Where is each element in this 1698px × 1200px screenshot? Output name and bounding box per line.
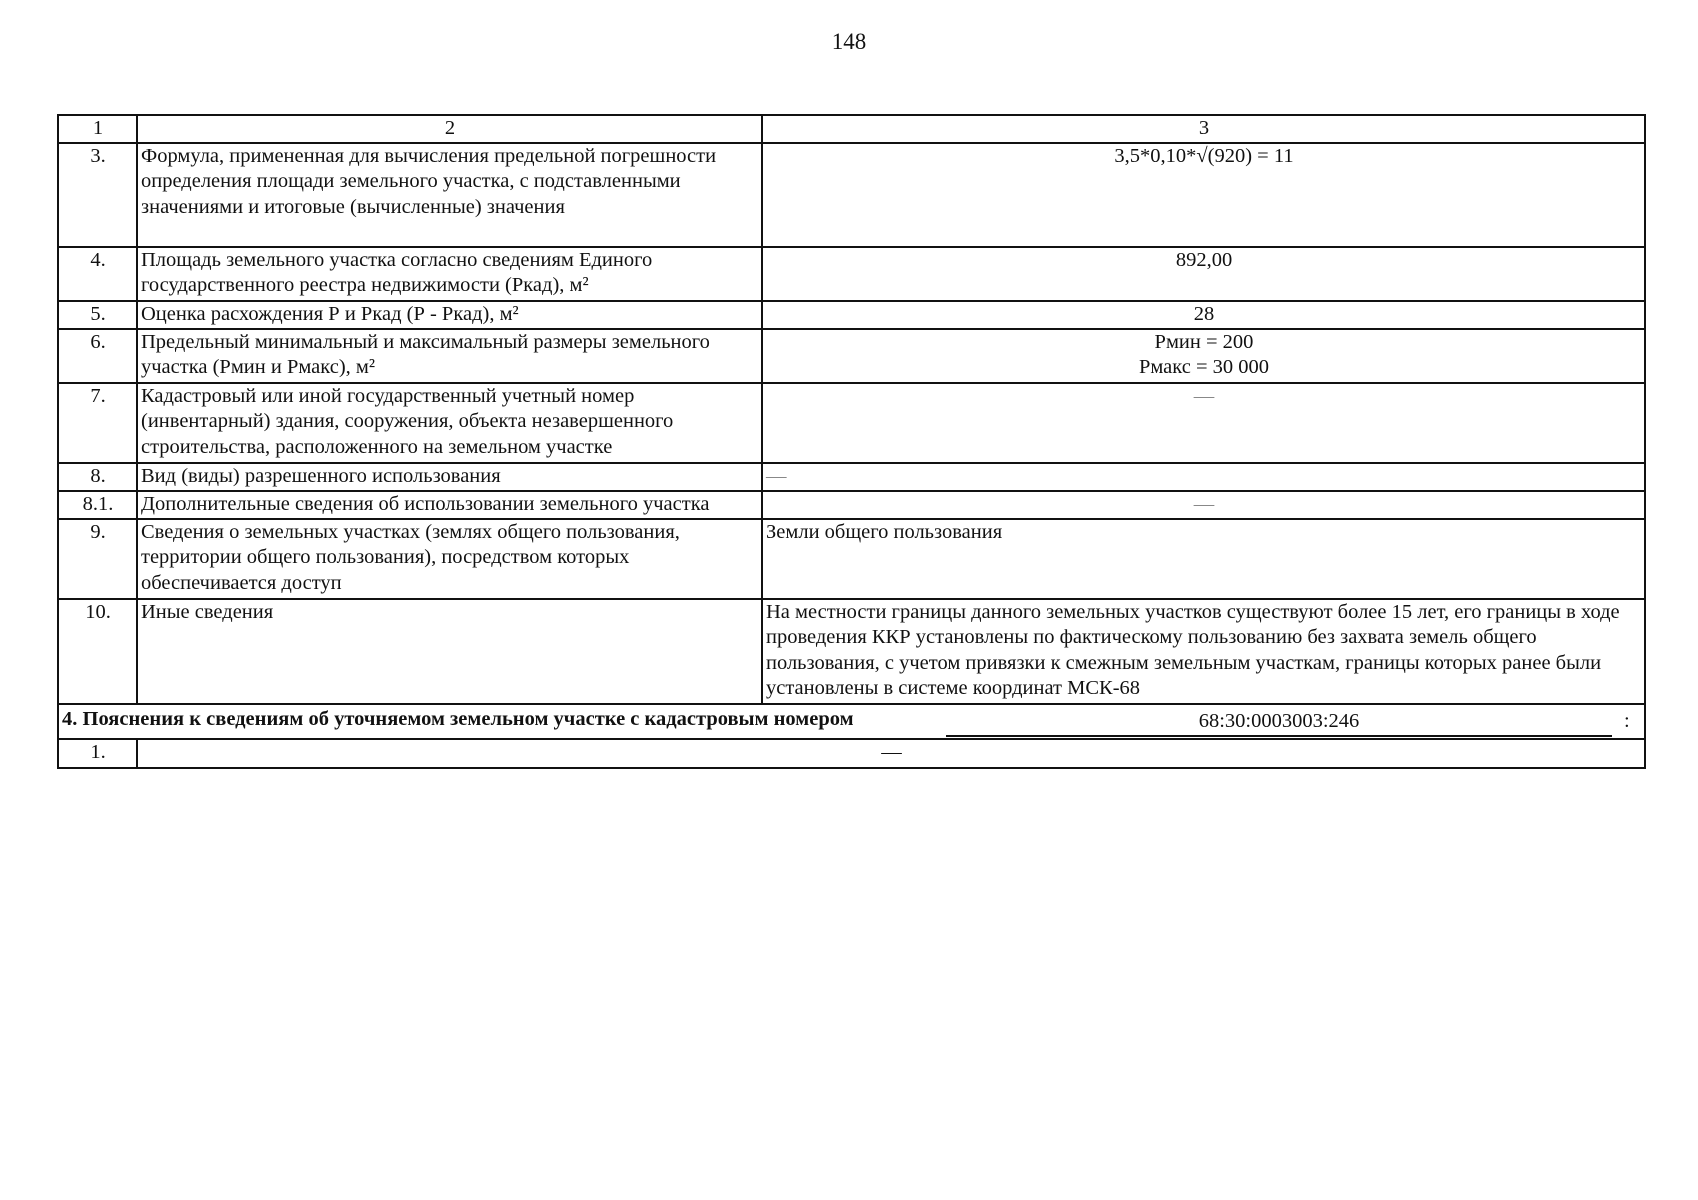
row-number: 9.: [58, 519, 137, 599]
row-number: 7.: [58, 383, 137, 463]
row-number: 1.: [58, 739, 137, 768]
row-value: На местности границы данного земельных участков существуют более 15 лет, его границы в ходе проведения ККР установлены по фактическому пользованию без захвата земель общего пользования, с учетом привязки к смежным земельным участкам, границы которых ранее были установлены в системе координат МСК-68: [762, 599, 1645, 704]
row-number: 10.: [58, 599, 137, 704]
row-label: Площадь земельного участка согласно сведениям Единого государственного реестра недвижимости (Ркад), м²: [137, 247, 762, 301]
row-label: Кадастровый или иной государственный учетный номер (инвентарный) здания, сооружения, объекта незавершенного строительства, расположенного на земельном участке: [137, 383, 762, 463]
column-header-1: 1: [58, 115, 137, 143]
row-label: Предельный минимальный и максимальный размеры земельного участка (Рмин и Рмакс), м²: [137, 329, 762, 383]
table-row: [58, 247, 1645, 301]
row-value: —: [762, 463, 1645, 491]
row-value: —: [137, 739, 1645, 768]
page-number: 148: [831, 29, 867, 54]
land-plot-info-table: [57, 114, 1646, 769]
table-row: [58, 329, 1645, 383]
row-value: —: [762, 383, 1645, 463]
row-label: Вид (виды) разрешенного использования: [137, 463, 762, 491]
row-value: 28: [762, 301, 1645, 329]
table-row: [58, 491, 1645, 519]
table-header-row: [58, 115, 1645, 143]
row-value: [762, 329, 1645, 383]
row-number: 8.: [58, 463, 137, 491]
table-row: [58, 519, 1645, 599]
row-number: 5.: [58, 301, 137, 329]
column-header-3: 3: [762, 115, 1645, 143]
row-value: 3,5*0,10*√(920) = 11: [762, 143, 1645, 247]
row-number: 8.1.: [58, 491, 137, 519]
row-number: 4.: [58, 247, 137, 301]
max-size-value: Рмакс = 30 000: [1138, 356, 1270, 379]
row-value: Земли общего пользования: [762, 519, 1645, 599]
cadastral-number: 68:30:0003003:246: [946, 709, 1612, 737]
row-number: 6.: [58, 329, 137, 383]
section-4-title: 4. Пояснения к сведениям об уточняемом земельном участке с кадастровым номером: [62, 707, 854, 730]
row-number: 3.: [58, 143, 137, 247]
row-label: Иные сведения: [137, 599, 762, 704]
table-row: [58, 301, 1645, 329]
table-row: [58, 143, 1645, 247]
row-label: Дополнительные сведения об использовании земельного участка: [137, 491, 762, 519]
section-4-colon: :: [1624, 709, 1630, 732]
section-4-header: [58, 704, 1645, 739]
section-4-header-row: [58, 704, 1645, 739]
row-value: —: [762, 491, 1645, 519]
column-header-2: 2: [137, 115, 762, 143]
row-value: 892,00: [762, 247, 1645, 301]
row-label: Оценка расхождения Р и Ркад (Р - Ркад), м²: [137, 301, 762, 329]
row-label: Формула, примененная для вычисления предельной погрешности определения площади земельного участка, с подставленными значениями и итоговые (вычисленные) значения: [137, 143, 762, 247]
table-row: [58, 599, 1645, 704]
table-row: [58, 383, 1645, 463]
row-label: Сведения о земельных участках (землях общего пользования, территории общего пользования), посредством которых обеспечивается доступ: [137, 519, 762, 599]
table-row: [58, 739, 1645, 768]
min-size-value: Рмин = 200: [1154, 330, 1254, 353]
table-row: [58, 463, 1645, 491]
